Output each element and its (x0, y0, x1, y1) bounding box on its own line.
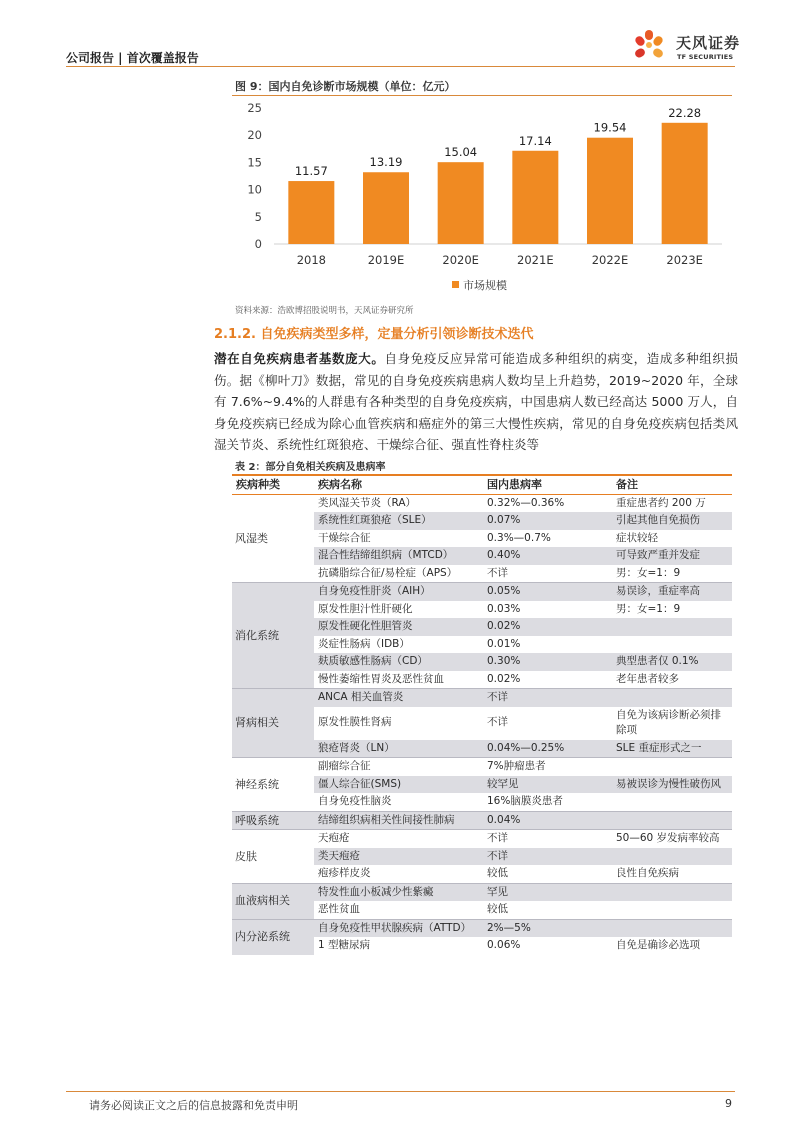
rate-cell: 0.06% (487, 939, 521, 951)
x-tick-label: 2018 (296, 253, 326, 267)
table-header-row (232, 476, 732, 494)
footer-rule (66, 1091, 735, 1092)
section-heading: 2.1.2. 自免疾病类型多样，定量分析引领诊断技术迭代 (214, 327, 534, 342)
rate-cell: 16%脑膜炎患者 (487, 795, 563, 807)
note-cell (612, 901, 732, 919)
market-size-bar-chart (232, 96, 732, 301)
note-cell (612, 811, 732, 830)
rate-cell: 0.04% (483, 811, 612, 830)
y-tick-label: 10 (247, 182, 262, 197)
logo-text-cn: 天风证券 (676, 34, 741, 52)
x-tick-label: 2022E (591, 253, 629, 267)
rate-cell: 不详 (483, 830, 612, 848)
disease-cell: 副瘤综合征 (314, 758, 483, 776)
page-number: 9 (725, 1097, 732, 1110)
note-cell: 重症患者约 200 万 (616, 496, 706, 509)
bar (438, 162, 484, 244)
y-tick-label: 20 (247, 128, 262, 143)
rate-cell: 0.07% (487, 514, 521, 526)
note-cell (612, 636, 732, 654)
x-tick-label: 2019E (367, 253, 405, 267)
bar (662, 123, 708, 244)
note-cell: 50—60 岁发病率较高 (612, 830, 732, 848)
disease-cell: 抗磷脂综合征/易栓症（APS） (318, 566, 458, 579)
x-tick-label: 2021E (517, 253, 554, 267)
disease-cell: 系统性红斑狼疮（SLE） (318, 514, 432, 526)
disease-cell: 僵人综合征(SMS) (318, 777, 402, 790)
x-tick-label: 2023E (666, 253, 703, 267)
rate-cell: 0.32%—0.36% (487, 496, 565, 509)
footer-disclaimer: 请务必阅读正文之后的信息披露和免责申明 (89, 1099, 298, 1112)
table-row (232, 494, 732, 512)
rate-cell: 0.02% (487, 672, 521, 685)
category-cell: 风湿类 (232, 494, 314, 583)
bar (288, 181, 334, 244)
note-cell: 男：女=1：9 (616, 566, 681, 579)
data-label: 15.04 (444, 145, 478, 160)
y-tick-label: 0 (254, 237, 262, 251)
note-cell (612, 883, 732, 901)
note-cell (612, 848, 732, 866)
data-label: 22.28 (668, 105, 702, 120)
category-cell: 血液病相关 (232, 883, 314, 919)
note-cell: SLE 重症形式之一 (616, 741, 702, 754)
section-paragraph (214, 348, 738, 456)
note-cell (612, 689, 732, 707)
rate-cell: 0.02% (487, 620, 521, 632)
x-tick-label: 2020E (442, 253, 479, 267)
note-cell (612, 919, 732, 937)
note-cell: 自免为该病诊断必须排除项 (616, 708, 721, 736)
note-cell: 症状较轻 (616, 531, 658, 544)
header-disease: 疾病名称 (314, 476, 483, 494)
note-cell: 引起其他自免损伤 (616, 514, 700, 526)
disease-cell: 混合性结缔组织病（MTCD） (318, 549, 454, 561)
table-row (232, 689, 732, 707)
disease-cell: 恶性贫血 (318, 903, 360, 915)
disease-cell: 狼疮肾炎（LN） (318, 741, 395, 754)
category-cell: 神经系统 (232, 758, 314, 812)
y-tick-label: 25 (247, 101, 262, 115)
data-label: 13.19 (369, 155, 403, 170)
disease-cell: 疱疹样皮炎 (318, 867, 371, 879)
note-cell: 可导致严重并发症 (616, 549, 700, 561)
table-row (232, 583, 732, 601)
note-cell (612, 758, 732, 776)
rate-cell: 不详 (483, 689, 612, 707)
note-cell: 老年患者较多 (616, 672, 679, 685)
rate-cell: 较罕见 (487, 777, 519, 790)
disease-cell: ANCA 相关血管炎 (314, 689, 483, 707)
note-cell: 自免是确诊必选项 (616, 939, 700, 951)
rate-cell: 不详 (487, 566, 508, 579)
note-cell: 易误诊，重症率高 (612, 583, 732, 601)
disease-cell: 特发性血小板减少性紫癜 (314, 883, 483, 901)
category-cell: 呼吸系统 (232, 811, 314, 830)
figure-title: 图 9：国内自免诊断市场规模（单位：亿元） (235, 80, 456, 93)
table-row (232, 883, 732, 901)
rate-cell: 0.05% (483, 583, 612, 601)
disease-cell: 自身免疫性脑炎 (318, 795, 392, 807)
category-cell: 消化系统 (232, 583, 314, 689)
note-cell: 易被误诊为慢性破伤风 (616, 777, 721, 790)
disease-cell: 自身免疫性甲状腺疾病（ATTD） (314, 919, 483, 937)
rate-cell: 较低 (487, 867, 508, 879)
rate-cell: 0.04%—0.25% (487, 741, 565, 754)
rate-cell: 罕见 (483, 883, 612, 901)
disease-cell: 1 型糖尿病 (318, 939, 371, 951)
rate-cell: 0.03% (487, 602, 521, 615)
table-row (232, 830, 732, 848)
header-prevalence: 国内患病率 (483, 476, 612, 494)
category-cell: 内分泌系统 (232, 919, 314, 955)
disease-cell: 自身免疫性肝炎（AIH） (314, 583, 483, 601)
category-cell: 肾病相关 (232, 689, 314, 758)
data-label: 11.57 (294, 164, 328, 179)
table-row (232, 811, 732, 830)
disease-cell: 类风湿关节炎（RA） (318, 496, 417, 509)
table-row (232, 919, 732, 937)
header-note: 备注 (612, 476, 732, 494)
disease-cell: 干燥综合征 (318, 531, 371, 544)
table-row (232, 758, 732, 776)
note-cell (612, 618, 732, 636)
rate-cell: 2%—5% (483, 919, 612, 937)
bar (587, 138, 633, 244)
paragraph-body: 自身免疫反应异常可能造成多种组织的病变，造成多种组织损伤。据《柳叶刀》数据，常见的自身免疫疾病患病人数均呈上升趋势，2019~2020 年，全球有 7.6%~9.4%的人群患有各种类型的自身免疫疾病，中国患病人数已经高达 5000 万人，自身免疫疾病已经成为除心血管疾病和癌症外的第三大慢性疾病，常见的自身免疫疾病包括类风湿关节炎、系统性红斑狼疮、干燥综合征、强直性脊柱炎等 (214, 351, 738, 453)
rate-cell: 0.3%—0.7% (487, 531, 551, 544)
table-title: 表 2：部分自免相关疾病及患病率 (235, 462, 386, 473)
y-tick-label: 15 (247, 155, 262, 170)
note-cell: 典型患者仅 0.1% (616, 655, 699, 667)
disease-cell: 炎症性肠病（IDB） (318, 637, 410, 650)
disease-cell: 原发性胆汁性肝硬化 (318, 602, 413, 615)
data-label: 19.54 (593, 120, 627, 135)
data-label: 17.14 (518, 133, 552, 148)
y-tick-label: 5 (254, 209, 262, 224)
paragraph-lead: 潜在自免疾病患者基数庞大。 (214, 351, 385, 366)
rate-cell: 不详 (487, 716, 508, 729)
rate-cell: 0.30% (487, 655, 521, 667)
disease-cell: 结缔组织病相关性间接性肺病 (314, 811, 483, 830)
rate-cell: 7%肿瘤患者 (483, 758, 612, 776)
disease-cell: 天疱疮 (314, 830, 483, 848)
disease-table (232, 476, 732, 955)
note-cell: 良性自免疾病 (616, 867, 679, 879)
disease-cell: 类天疱疮 (318, 849, 360, 862)
disease-cell: 麸质敏感性肠病（CD） (318, 655, 428, 667)
category-cell: 皮肤 (232, 830, 314, 884)
rate-cell: 较低 (487, 903, 508, 915)
logo-text-en: TF SECURITIES (677, 53, 734, 61)
report-type: 公司报告 | 首次覆盖报告 (66, 51, 199, 65)
rate-cell: 不详 (487, 849, 508, 862)
header-rule (66, 66, 735, 67)
bar (363, 172, 409, 244)
disease-cell: 原发性膜性肾病 (318, 716, 392, 729)
legend-swatch (452, 281, 459, 288)
note-cell: 男：女=1：9 (616, 602, 681, 615)
legend-label: 市场规模 (463, 279, 507, 292)
note-cell (612, 793, 732, 811)
disease-cell: 原发性硬化性胆管炎 (318, 620, 413, 632)
rate-cell: 0.40% (487, 549, 521, 561)
bar (512, 151, 558, 244)
disease-cell: 慢性萎缩性胃炎及恶性贫血 (318, 672, 444, 685)
header-category: 疾病种类 (232, 476, 314, 494)
rate-cell: 0.01% (487, 637, 521, 650)
figure-source: 资料来源：浩欧博招股说明书，天风证券研究所 (235, 306, 414, 316)
